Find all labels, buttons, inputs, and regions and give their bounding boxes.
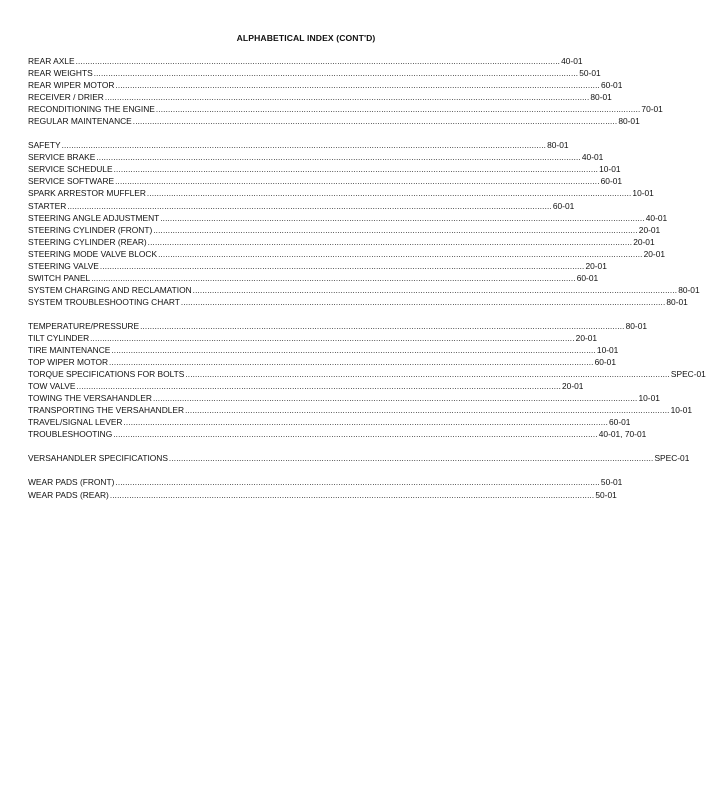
index-entry (28, 200, 575, 212)
index-page-ref: 80-01 (547, 140, 569, 151)
index-page-ref: 20-01 (643, 248, 666, 259)
index-page-ref: 20-01 (562, 381, 584, 392)
index-page-ref: 80-01 (666, 296, 688, 307)
index-entry (28, 320, 648, 332)
index-term: WEAR PADS (REAR) (28, 489, 109, 500)
dot-leader: ........................................................................................................................................................................................................ (75, 57, 561, 66)
index-page-ref: 20-01 (585, 260, 607, 271)
index-page-ref: 40-01 (561, 56, 583, 66)
index-entry (28, 272, 599, 284)
index-term: RECEIVER / DRIER (28, 92, 104, 103)
index-entry (28, 224, 661, 236)
index-entry (28, 368, 706, 380)
index-term: SYSTEM TROUBLESHOOTING CHART (28, 296, 180, 307)
index-term: RECONDITIONING THE ENGINE (28, 104, 155, 115)
index-term: STEERING MODE VALVE BLOCK (28, 248, 158, 259)
dot-leader: ........................................................................................................................................................................................................ (104, 93, 590, 103)
index-group (28, 320, 706, 440)
dot-leader: ........................................................................................................................................................................................................ (109, 490, 595, 500)
index-entry (28, 452, 690, 464)
index-term: SERVICE BRAKE (28, 152, 96, 163)
index-page-ref: 50-01 (595, 489, 617, 500)
index-page-ref: 20-01 (575, 332, 598, 343)
index-page-ref: 10-01 (632, 188, 654, 199)
index-page-ref: 80-01 (618, 116, 640, 127)
index-entry (28, 151, 604, 163)
dot-leader: ........................................................................................................................................................................................................ (96, 153, 581, 163)
index-page-ref: 10-01 (596, 345, 619, 356)
index-term: TOP WIPER MOTOR (28, 357, 109, 368)
index-entry (28, 79, 623, 91)
index-entry (28, 380, 584, 392)
dot-leader: ........................................................................................................................................................................................................ (115, 177, 600, 187)
index-group (28, 55, 663, 127)
index-entry (28, 139, 569, 151)
dot-leader: ........................................................................................................................................................................................................ (113, 165, 599, 175)
index-term: REAR WEIGHTS (28, 68, 93, 79)
index-entry (28, 284, 700, 296)
index-page-ref: 60-01 (552, 200, 575, 211)
dot-leader: ........................................................................................................................................................................................................ (99, 261, 585, 271)
index-term: SPARK ARRESTOR MUFFLER (28, 188, 146, 199)
index-entry (28, 356, 616, 368)
dot-leader: ........................................................................................................................................................................................................ (153, 225, 638, 235)
dot-leader: ........................................................................................................................................................................................................ (132, 117, 618, 127)
index-term: STEERING CYLINDER (REAR) (28, 236, 147, 247)
index-term: WEAR PADS (FRONT) (28, 477, 115, 488)
index-term: SWITCH PANEL (28, 272, 91, 283)
index-entry (28, 163, 621, 175)
dot-leader: ........................................................................................................................................................................................................ (123, 418, 609, 428)
index-term: TRAVEL/SIGNAL LEVER (28, 417, 123, 428)
index-entry (28, 476, 623, 488)
index-term: TORQUE SPECIFICATIONS FOR BOLTS (28, 369, 185, 380)
index-entry (28, 187, 654, 199)
dot-leader: ........................................................................................................................................................................................................ (158, 249, 643, 259)
index-entry (28, 332, 598, 344)
dot-leader: ........................................................................................................................................................................................................ (155, 105, 641, 115)
index-page-ref: 60-01 (600, 80, 623, 91)
index-page-ref: 80-01 (625, 320, 648, 331)
page-title: ALPHABETICAL INDEX (CONT'D) (236, 33, 376, 43)
alphabetical-index (28, 55, 706, 513)
dot-leader: ........................................................................................................................................................................................................ (93, 69, 579, 79)
index-term: TEMPERATURE/PRESSURE (28, 320, 140, 331)
index-page-ref: 80-01 (590, 92, 612, 103)
dot-leader: ........................................................................................................................................................................................................ (90, 333, 575, 343)
dot-leader: ........................................................................................................................................................................................................ (67, 201, 552, 211)
index-page-ref: 60-01 (594, 357, 616, 368)
dot-leader: ........................................................................................................................................................................................................ (115, 81, 600, 91)
index-group (28, 139, 700, 308)
index-entry (28, 212, 668, 224)
dot-leader: ........................................................................................................................................................................................................ (185, 370, 670, 380)
index-entry (28, 404, 693, 416)
index-term: STEERING VALVE (28, 260, 99, 271)
index-page-ref: 50-01 (579, 68, 601, 79)
index-entry (28, 489, 617, 501)
dot-leader: ........................................................................................................................................................................................................ (109, 358, 594, 368)
index-page-ref: 10-01 (599, 164, 621, 175)
index-page-ref: 60-01 (609, 417, 631, 428)
dot-leader: ........................................................................................................................................................................................................ (113, 430, 598, 440)
index-entry (28, 428, 647, 440)
index-group (28, 476, 623, 500)
index-term: TROUBLESHOOTING (28, 429, 113, 440)
index-page-ref: 20-01 (638, 224, 661, 235)
index-term: REAR WIPER MOTOR (28, 80, 115, 91)
index-entry (28, 55, 583, 67)
index-entry (28, 248, 666, 260)
index-page-ref: 10-01 (638, 393, 660, 404)
index-term: TIRE MAINTENANCE (28, 345, 111, 356)
index-entry (28, 115, 640, 127)
index-term: SAFETY (28, 140, 61, 151)
index-term: STEERING CYLINDER (FRONT) (28, 224, 153, 235)
index-term: STEERING ANGLE ADJUSTMENT (28, 212, 160, 223)
dot-leader: ........................................................................................................................................................................................................ (152, 394, 638, 404)
index-term: TOWING THE VERSAHANDLER (28, 393, 152, 404)
index-page-ref: 50-01 (600, 477, 623, 488)
index-term: REAR AXLE (28, 56, 75, 66)
dot-leader: ........................................................................................................................................................................................................ (111, 346, 596, 356)
dot-leader: ........................................................................................................................................................................................................ (140, 321, 625, 331)
index-page-ref: 70-01 (641, 104, 663, 115)
index-term: SERVICE SOFTWARE (28, 176, 115, 187)
dot-leader: ........................................................................................................................................................................................................ (76, 382, 561, 392)
index-entry (28, 103, 663, 115)
index-page-ref: 80-01 (678, 284, 700, 295)
dot-leader: ........................................................................................................................................................................................................ (160, 213, 645, 223)
dot-leader: ........................................................................................................................................................................................................ (185, 406, 670, 416)
index-group (28, 452, 690, 464)
dot-leader: ........................................................................................................................................................................................................ (180, 297, 666, 307)
index-entry (28, 296, 688, 308)
index-term: SYSTEM CHARGING AND RECLAMATION (28, 284, 192, 295)
index-entry (28, 260, 607, 272)
dot-leader: ........................................................................................................................................................................................................ (192, 285, 678, 295)
index-term: VERSAHANDLER SPECIFICATIONS (28, 453, 168, 464)
index-page-ref: 40-01 (581, 152, 604, 163)
dot-leader: ........................................................................................................................................................................................................ (91, 273, 576, 283)
index-term: STARTER (28, 200, 67, 211)
dot-leader: ........................................................................................................................................................................................................ (168, 454, 654, 464)
index-page-ref: SPEC-01 (654, 453, 690, 464)
index-entry (28, 236, 655, 248)
index-term: TRANSPORTING THE VERSAHANDLER (28, 405, 185, 416)
index-entry (28, 175, 623, 187)
index-entry (28, 344, 619, 356)
index-page-ref: SPEC-01 (670, 369, 706, 380)
index-entry (28, 416, 631, 428)
index-entry (28, 392, 660, 404)
dot-leader: ........................................................................................................................................................................................................ (115, 478, 600, 488)
index-page-ref: 20-01 (633, 236, 655, 247)
index-term: TILT CYLINDER (28, 332, 90, 343)
index-page-ref: 10-01 (670, 405, 693, 416)
dot-leader: ........................................................................................................................................................................................................ (147, 237, 633, 247)
index-page-ref: 60-01 (600, 176, 623, 187)
index-page-ref: 40-01, 70-01 (598, 429, 647, 440)
index-term: SERVICE SCHEDULE (28, 164, 113, 175)
dot-leader: ........................................................................................................................................................................................................ (146, 189, 632, 199)
index-entry (28, 91, 612, 103)
index-term: TOW VALVE (28, 381, 76, 392)
dot-leader: ........................................................................................................................................................................................................ (61, 141, 547, 151)
index-page-ref: 40-01 (645, 212, 668, 223)
index-term: REGULAR MAINTENANCE (28, 116, 132, 127)
index-page-ref: 60-01 (576, 272, 599, 283)
index-entry (28, 67, 601, 79)
